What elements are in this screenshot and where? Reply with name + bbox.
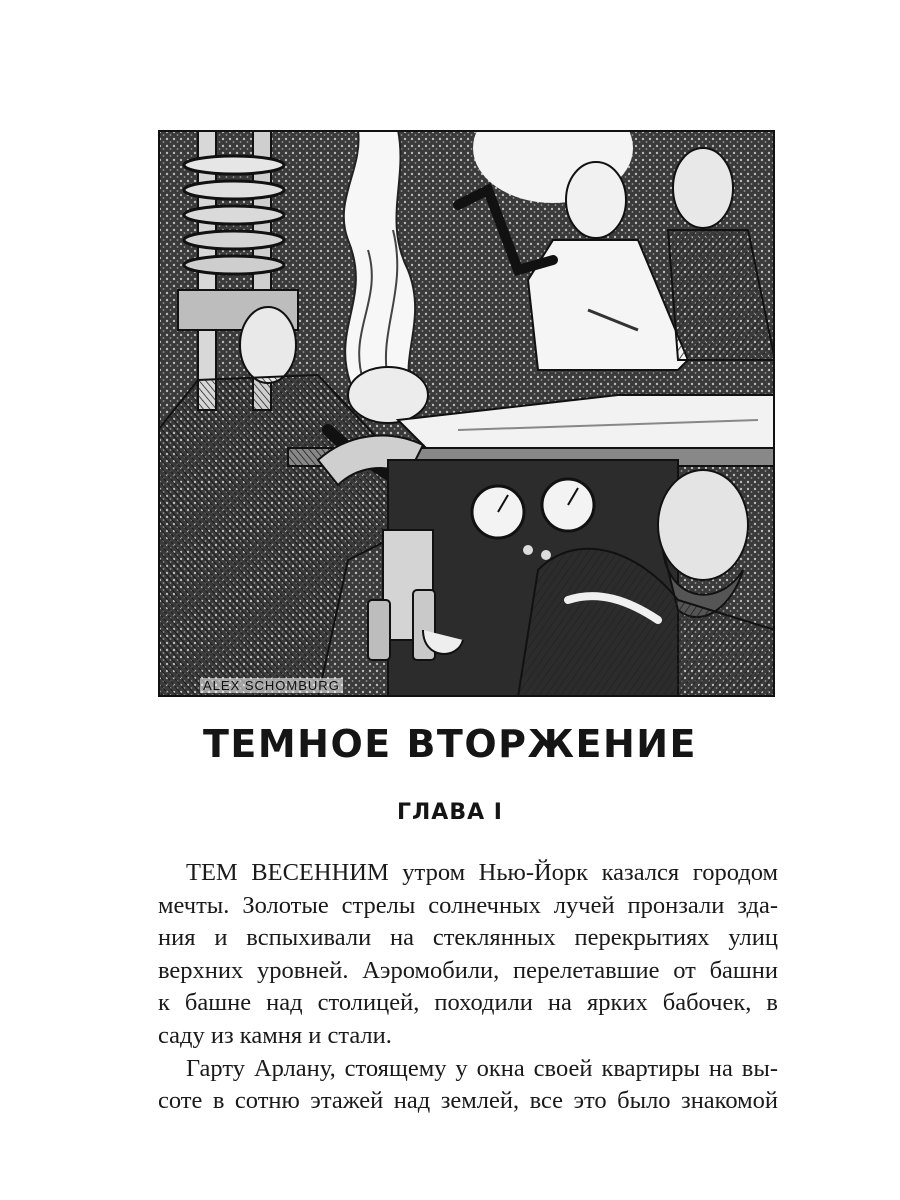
artist-signature: ALEX SCHOMBURG: [200, 678, 343, 693]
text-line: соте в сотню этажей над землей, все это было знакомой: [158, 1087, 778, 1115]
text-line: саду из камня и стали.: [158, 1021, 392, 1049]
chapter-heading: ГЛАВА I: [397, 800, 503, 825]
text-line: мечты. Золотые стрелы солнечных лучей пронзали зда-: [158, 891, 778, 919]
text-line: ТЕМ ВЕСЕННИМ утром Нью-Йорк казался городом: [186, 859, 778, 886]
text-line: ния и вспыхивали на стеклянных перекрытиях улиц: [158, 924, 778, 952]
chapter-illustration: [158, 130, 775, 697]
text-line: к башне над столицей, походили на ярких бабочек, в: [158, 989, 778, 1017]
body-text: [158, 857, 778, 1118]
text-line: верхних уровней. Аэромобили, перелетавшие от башни: [158, 956, 778, 984]
story-title: ТЕМНОЕ ВТОРЖЕНИЕ: [202, 722, 698, 766]
illustration-art: [158, 130, 775, 697]
text-line: Гарту Арлану, стоящему у окна своей квартиры на вы-: [186, 1054, 778, 1082]
